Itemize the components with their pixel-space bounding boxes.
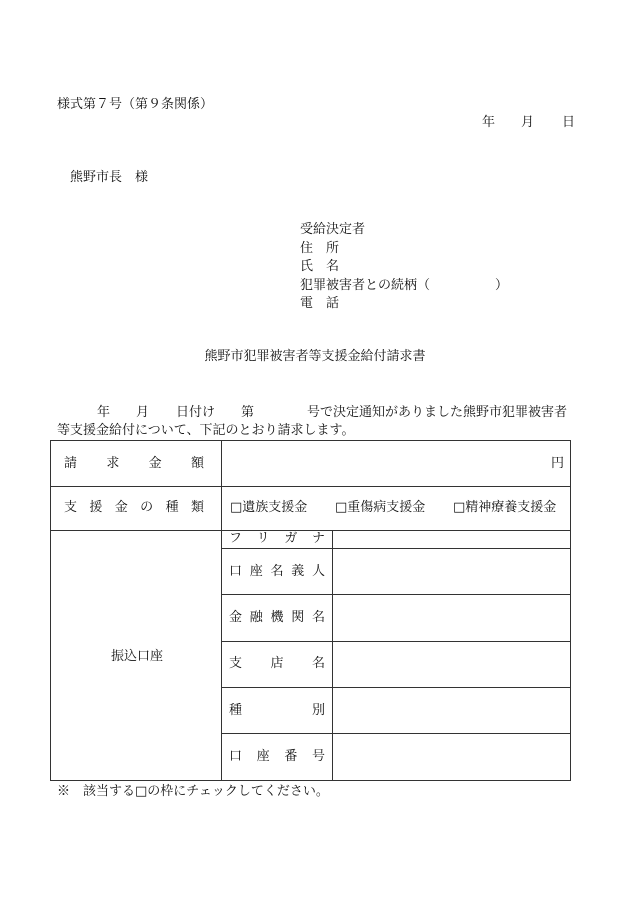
account-number-input[interactable] [333, 734, 570, 780]
intro-dated: 日付け [176, 405, 216, 420]
furigana-label [229, 531, 325, 547]
date-day: 日 [562, 115, 576, 130]
label-char: 店 [270, 656, 284, 671]
name-label: 氏 名 [300, 259, 340, 274]
table-line [50, 486, 571, 487]
applicant-block [300, 222, 508, 315]
document-title: 熊野市犯罪被害者等支援金給付請求書 [204, 349, 426, 364]
holder-label [229, 564, 325, 580]
label-char: フ [229, 531, 243, 546]
label-char: ナ [311, 531, 325, 546]
label-char: 請 [64, 456, 78, 471]
intro-month: 月 [136, 405, 150, 420]
intro-line-2: 等支援金給付について、下記のとおり請求します。 [57, 423, 355, 438]
label-char: 金 [229, 610, 243, 625]
label-char: 口 [229, 749, 243, 764]
label-char: リ [256, 531, 270, 546]
label-char: 座 [249, 564, 263, 579]
type-option-mental-care[interactable]: □精神療養支援金 [453, 500, 557, 515]
label-char: 名 [270, 564, 284, 579]
date-year: 年 [482, 115, 496, 130]
table-border-right [570, 440, 571, 781]
label-char: 支 [64, 500, 78, 515]
label-char: ガ [284, 531, 298, 546]
label-char: 名 [311, 656, 325, 671]
label-char: の [140, 500, 154, 515]
account-label: 振込口座 [111, 649, 164, 664]
amount-unit: 円 [551, 456, 565, 471]
label-char: 種 [229, 703, 243, 718]
bank-label [229, 610, 325, 626]
table-border-left [50, 440, 51, 781]
holder-input[interactable] [333, 549, 570, 594]
label-char: 金 [114, 500, 128, 515]
label-char: 種 [165, 500, 179, 515]
amount-input[interactable] [222, 441, 570, 486]
label-char: 別 [311, 703, 325, 718]
label-char: 類 [190, 500, 204, 515]
label-char: 義 [291, 564, 305, 579]
type-label [64, 500, 204, 516]
account-type-label [229, 703, 325, 719]
form-number: 様式第７号（第９条関係） [57, 97, 214, 112]
intro-number-prefix: 第 [241, 405, 255, 420]
label-char: 口 [229, 564, 243, 579]
intro-year: 年 [97, 405, 111, 420]
recipient-label: 受給決定者 [300, 222, 366, 237]
label-char: 番 [284, 749, 298, 764]
bank-input[interactable] [333, 595, 570, 641]
branch-input[interactable] [333, 642, 570, 687]
intro-line1-rest: 号で決定通知がありました熊野市犯罪被害者 [307, 405, 568, 420]
furigana-input[interactable] [333, 531, 570, 548]
addressee: 熊野市長 様 [70, 170, 149, 185]
branch-label [229, 656, 325, 672]
date-month: 月 [521, 115, 535, 130]
label-char: 融 [249, 610, 263, 625]
label-char: 名 [311, 610, 325, 625]
label-char: 額 [190, 456, 204, 471]
table-line [221, 440, 222, 781]
amount-label [64, 456, 204, 472]
label-char: 座 [256, 749, 270, 764]
phone-label: 電 話 [300, 296, 340, 311]
account-number-label [229, 749, 325, 765]
footnote: ※ 該当する□の枠にチェックしてください。 [57, 784, 329, 799]
label-char: 人 [311, 564, 325, 579]
account-type-input[interactable] [333, 688, 570, 733]
address-label: 住 所 [300, 240, 340, 256]
label-char: 援 [89, 500, 103, 515]
relation-label: 犯罪被害者との続柄（ ） [300, 277, 509, 293]
label-char: 金 [148, 456, 162, 471]
label-char: 求 [106, 456, 120, 471]
type-option-serious-injury[interactable]: □重傷病支援金 [335, 500, 426, 515]
label-char: 機 [270, 610, 284, 625]
table-border-bottom [50, 780, 571, 781]
label-char: 支 [229, 656, 243, 671]
type-option-bereaved[interactable]: □遺族支援金 [230, 500, 308, 515]
label-char: 号 [311, 749, 325, 764]
label-char: 関 [291, 610, 305, 625]
